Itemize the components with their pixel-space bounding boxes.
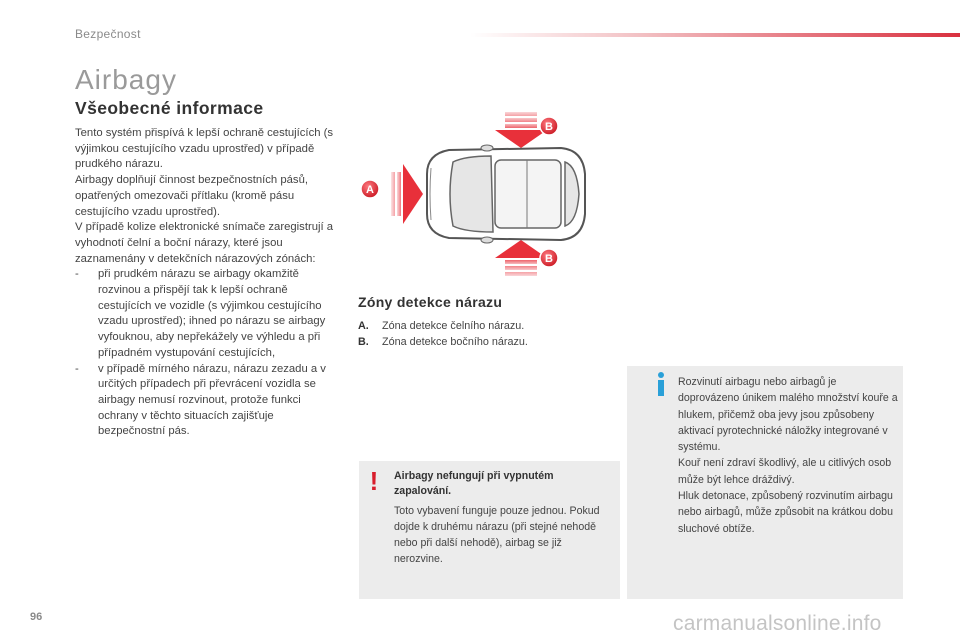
- side-impact-arrow-top: [495, 112, 547, 148]
- list-item: [75, 267, 337, 361]
- list-item-text: při prudkém nárazu se airbagy okamžitě rozvinou a přispějí tak k lepší ochraně cestujících ve vozidle (s výjimkou cestujícího vzadu uprostřed); ihned po nárazu se airbagy vyfouknou, aby nepřekážely ve výhledu a při případném vystupování cestujících,: [98, 268, 326, 359]
- zone-item-a: [358, 320, 524, 332]
- zone-badge-a-label: A: [366, 184, 374, 196]
- section-label: Bezpečnost: [75, 27, 141, 41]
- zone-badge-a: [361, 180, 379, 198]
- frontal-impact-arrow: [391, 164, 423, 224]
- list-item: [75, 362, 337, 441]
- car-top-view: [427, 145, 585, 243]
- intro-paragraph-2: Airbagy doplňují činnost bezpečnostních pásů, opatřených omezovači přítlaku (kromě pásu cestujícího vzadu uprostřed).: [75, 174, 308, 218]
- exclamation-icon: !: [369, 466, 379, 496]
- page-title: Airbagy: [75, 64, 177, 95]
- zones-title: Zóny detekce nárazu: [358, 294, 503, 310]
- zone-item-text: Zóna detekce čelního nárazu.: [382, 320, 525, 332]
- info-body: Rozvinutí airbagu nebo airbagů je doprovázeno únikem malého množství kouře a hlukem, přičemž oba jevy jsou způsobeny aktivací pyrotechnické náložky integrované v systému. Kouř není zdraví škodlivý, ale u citlivých osob může být lehce dráždivý. Hluk detonace, způsobený rozvinutím airbagu nebo airbagů, může způsobit na krátkou dobu sluchové obtíže.: [678, 376, 898, 535]
- warning-body: Toto vybavení funguje pouze jednou. Pokud dojde k druhému nárazu (při stejné nehodě nebo při další nehodě), airbag se již nerozvine.: [394, 505, 600, 565]
- zone-badge-b-top-label: B: [545, 121, 553, 133]
- warning-title: Airbagy nefungují při vypnutém zapalování.: [394, 470, 554, 497]
- page-number: 96: [30, 611, 43, 623]
- zone-item-text: Zóna detekce bočního nárazu.: [382, 336, 528, 348]
- zone-item-b: [358, 336, 528, 348]
- side-impact-arrow-bottom: [495, 240, 547, 276]
- intro-paragraph-1: Tento systém přispívá k lepší ochraně cestujících (s výjimkou cestujícího vzadu uprostřed) v případě prudkého nárazu.: [75, 127, 334, 171]
- intro-text: [75, 126, 337, 440]
- zone-badge-b-bottom: [540, 249, 558, 267]
- zone-badge-b-bottom-label: B: [545, 253, 553, 265]
- page-subtitle: Všeobecné informace: [75, 98, 264, 118]
- list-dash: -: [75, 268, 79, 281]
- list-item-text: v případě mírného nárazu, nárazu zezadu a v určitých případech při převrácení vozidla se airbagy nemusí rozvinout, protože funkci ochrany v těchto situacích zajišťuje bezpečnostní pás.: [98, 362, 326, 438]
- watermark: carmanualsonline.info: [673, 612, 882, 635]
- info-icon: [655, 371, 667, 397]
- list-dash: -: [75, 362, 79, 375]
- header-accent-bar: [470, 33, 960, 37]
- zone-badge-b-top: [540, 117, 558, 135]
- car-impact-zones-diagram: [355, 108, 595, 280]
- intro-paragraph-3: V případě kolize elektronické snímače zaregistrují a vyhodnotí čelní a boční nárazy, které jsou zaznamenány v detekčních nárazových zónách:: [75, 221, 334, 265]
- zone-item-letter: B.: [358, 336, 369, 348]
- zone-item-letter: A.: [358, 320, 369, 332]
